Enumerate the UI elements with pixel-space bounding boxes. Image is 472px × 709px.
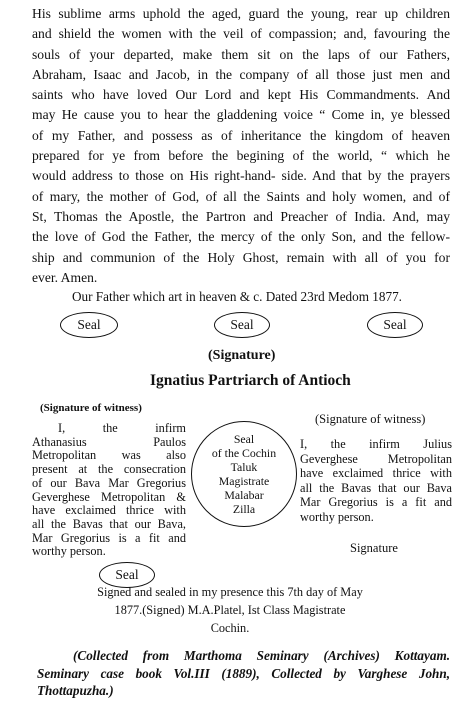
paragraph-line: of mary, the mother of God, of all the Saints and holy women, and of: [32, 188, 450, 204]
circle-seal-line: of the Cochin: [211, 446, 277, 460]
circle-seal-line: Malabar: [224, 488, 264, 502]
witness-left-line: Athanasius Paulos: [32, 434, 186, 449]
witness-left-line: of our Bava Mar Gregorius: [32, 475, 186, 490]
paragraph-line: saints who have loved Our Lord and kept His Commandments. And: [32, 87, 450, 103]
circle-seal-line: Taluk: [230, 460, 258, 474]
witness-right-signature: Signature: [350, 541, 398, 555]
paragraph-line: St, Thomas the Apostle, the Partron and Preacher of India. And, may: [32, 208, 450, 224]
paragraph-line: of my Father, and possess as of inheritance the kingdom of heaven: [32, 127, 450, 143]
signed-line: 1877.(Signed) M.A.Platel, Ist Class Magistrate: [114, 603, 346, 617]
witness-left-header: (Signature of witness): [40, 402, 142, 414]
witness-right-header: (Signature of witness): [315, 412, 426, 426]
witness-right-line: all the Bavas that our Bava: [300, 480, 452, 495]
signed-sealed-block: [80, 583, 380, 637]
witness-left-line: present at the consecration: [32, 462, 186, 477]
witness-left-line: Mar Gregorius is a fit and: [32, 530, 186, 545]
circle-seal-line: Seal: [233, 432, 255, 446]
paragraph-line: Abraham, Isaac and Jacob, in the company of all those just men and: [32, 66, 450, 82]
witness-right-line: have exclaimed thrice with: [300, 466, 452, 480]
paragraph-line: ship and communion of the Holy Ghost, remain with all of you for: [32, 249, 450, 265]
witness-left-line: worthy person.: [32, 544, 106, 559]
seal-oval-right: Seal: [367, 312, 423, 338]
citation-line: Seminary case book Vol.III (1889), Collected by Varghese John,: [37, 665, 450, 681]
circle-seal-line: Zilla: [232, 502, 256, 516]
seal-oval-magistrate: Seal: [99, 562, 155, 588]
witness-left-line: I, the infirm: [58, 421, 186, 435]
paragraph-line: prepared for ye from before the begining of the world, “ which he: [32, 148, 450, 164]
witness-left-line: Metropolitan was also: [32, 448, 186, 463]
witness-right-line: Geverghese Metropolitan: [300, 451, 452, 466]
letter-paragraph: [32, 4, 450, 288]
paragraph-line: the love of God the Father, the mercy of the only Son, and the fellow-: [32, 229, 450, 245]
paragraph-line: His sublime arms uphold the aged, guard the young, rear up children: [32, 6, 450, 21]
dated-line: Our Father which art in heaven & c. Dated 23rd Medom 1877.: [72, 289, 402, 304]
witness-left-line: all the Bavas that our Bava,: [32, 516, 186, 531]
signed-line: Signed and sealed in my presence this 7th day of May: [97, 585, 363, 599]
source-citation: [37, 647, 450, 700]
paragraph-line: ever. Amen.: [32, 269, 98, 285]
signed-line: Cochin.: [210, 621, 250, 635]
witness-left-line: have exclaimed thrice with: [32, 503, 186, 518]
signature-label: (Signature): [208, 348, 276, 363]
seal-oval-center: Seal: [214, 312, 270, 338]
citation-line: (Collected from Marthoma Seminary (Archives) Kottayam.: [73, 648, 450, 663]
seal-oval-left: Seal: [60, 312, 118, 338]
magistrate-circle-seal: [191, 421, 297, 527]
witness-right-line: worthy person.: [300, 509, 374, 524]
paragraph-line: souls of your departed, make them sit on the laps of our Fathers,: [32, 46, 450, 62]
witness-right-statement: [300, 437, 452, 524]
paragraph-line: may He cause you to hear the gladdening voice “ Come in, ye blessed: [32, 107, 450, 123]
paragraph-line: and shield the women with the veil of compassion; and, favouring the: [32, 26, 450, 42]
witness-left-line: Geverghese Metropolitan &: [32, 489, 186, 504]
witness-left-statement: [32, 422, 186, 559]
circle-seal-line: Magistrate: [218, 474, 270, 488]
patriarch-heading: Ignatius Partriarch of Antioch: [150, 372, 351, 389]
witness-right-line: I, the infirm Julius: [300, 437, 452, 451]
paragraph-line: would address to those on His right-hand- side. And that by the prayers: [32, 168, 450, 184]
witness-right-line: Mar Gregorius is a fit and: [300, 495, 452, 509]
citation-line: Thottapuzha.): [37, 683, 114, 699]
